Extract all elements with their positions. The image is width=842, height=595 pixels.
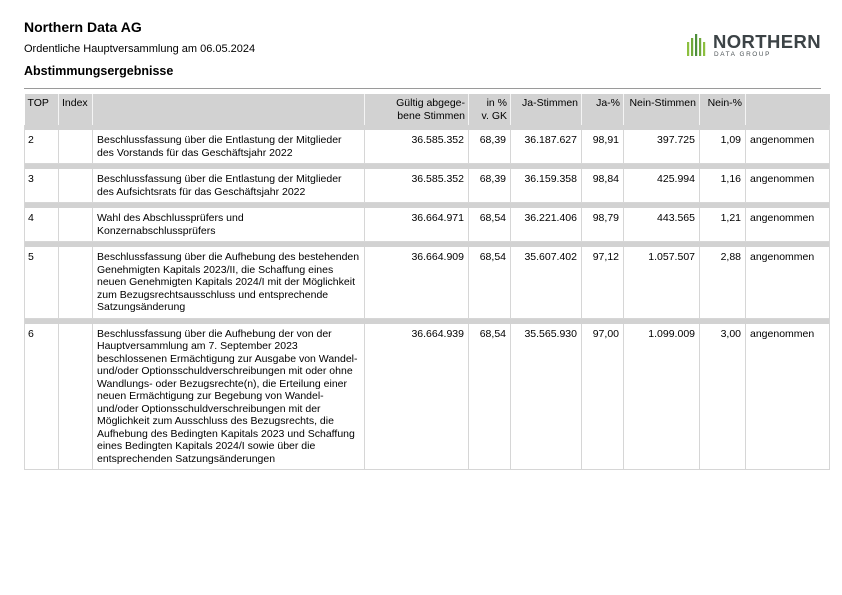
cell-index (59, 247, 93, 318)
cell-top: 5 (25, 247, 59, 318)
cell-pct-capital: 68,39 (469, 169, 511, 203)
cell-no-pct: 1,09 (700, 130, 746, 164)
cell-result: angenommen (746, 208, 830, 242)
voting-results-table (24, 94, 830, 470)
cell-valid-votes: 36.585.352 (365, 169, 469, 203)
company-name: Northern Data AG (24, 19, 142, 35)
cell-result: angenommen (746, 130, 830, 164)
meeting-subtitle: Ordentliche Hauptversammlung am 06.05.2024 (24, 43, 256, 55)
cell-yes-votes: 36.221.406 (511, 208, 582, 242)
cell-yes-votes: 35.607.402 (511, 247, 582, 318)
header-valid-votes: Gültig abgege- bene Stimmen (365, 94, 469, 125)
cell-subject: Beschlussfassung über die Aufhebung der von der Hauptversammlung am 7. September 2023 beschlossenen Ermächtigung zur Ausgabe von Wandel- und/oder Optionsschuldverschreibungen mit oder ohne Wandlungs- oder Bezugsrechte(n), die Erteilung einer neuen Ermächtigung zur Begebung von Wandel- und/oder Optionsschuldverschreibungen mit der Möglichkeit zum Ausschluss des Bezugsrechts, die Aufhebung des Bedingten Kapitals 2023 und Schaffung eines Bedingten Kapitals 2024/I sowie über die entsprechenden Satzungsänderungen (93, 324, 365, 470)
header-yes-pct: Ja-% (582, 94, 624, 125)
table-header-row (25, 94, 830, 125)
cell-yes-pct: 97,12 (582, 247, 624, 318)
logo-bars-icon (686, 32, 710, 58)
cell-valid-votes: 36.664.909 (365, 247, 469, 318)
logo-wordmark: NORTHERN (713, 31, 822, 52)
header-divider (24, 88, 821, 89)
cell-result: angenommen (746, 247, 830, 318)
header-no-pct: Nein-% (700, 94, 746, 125)
table-row (25, 169, 830, 203)
table-row (25, 324, 830, 470)
table-row (25, 208, 830, 242)
cell-pct-capital: 68,54 (469, 208, 511, 242)
header-top: TOP (25, 94, 59, 125)
cell-pct-capital: 68,54 (469, 247, 511, 318)
cell-yes-pct: 98,91 (582, 130, 624, 164)
cell-top: 3 (25, 169, 59, 203)
cell-yes-votes: 35.565.930 (511, 324, 582, 470)
table-row (25, 130, 830, 164)
header-pct-capital: in % v. GK (469, 94, 511, 125)
cell-yes-votes: 36.187.627 (511, 130, 582, 164)
cell-subject: Wahl des Abschlussprüfers und Konzernabschlussprüfers (93, 208, 365, 242)
cell-index (59, 324, 93, 470)
header-index: Index (59, 94, 93, 125)
cell-subject: Beschlussfassung über die Aufhebung des bestehenden Genehmigten Kapitals 2023/II, die Schaffung eines neuen Genehmigten Kapitals 2024/I mit der Möglichkeit zum Bezugsrechtsausschluss und entsprechende Satzungsänderung (93, 247, 365, 318)
cell-no-pct: 2,88 (700, 247, 746, 318)
cell-pct-capital: 68,39 (469, 130, 511, 164)
cell-no-pct: 3,00 (700, 324, 746, 470)
cell-valid-votes: 36.664.939 (365, 324, 469, 470)
cell-no-votes: 425.994 (624, 169, 700, 203)
cell-yes-votes: 36.159.358 (511, 169, 582, 203)
cell-subject: Beschlussfassung über die Entlastung der Mitglieder des Vorstands für das Geschäftsjahr 2022 (93, 130, 365, 164)
cell-result: angenommen (746, 324, 830, 470)
cell-valid-votes: 36.585.352 (365, 130, 469, 164)
table-row (25, 247, 830, 318)
cell-pct-capital: 68,54 (469, 324, 511, 470)
cell-subject: Beschlussfassung über die Entlastung der Mitglieder des Aufsichtsrats für das Geschäftsjahr 2022 (93, 169, 365, 203)
cell-no-votes: 1.057.507 (624, 247, 700, 318)
cell-index (59, 208, 93, 242)
cell-yes-pct: 98,79 (582, 208, 624, 242)
cell-no-votes: 443.565 (624, 208, 700, 242)
cell-yes-pct: 98,84 (582, 169, 624, 203)
cell-top: 2 (25, 130, 59, 164)
cell-index (59, 130, 93, 164)
header-subject (93, 94, 365, 125)
header-result (746, 94, 830, 125)
cell-no-votes: 1.099.009 (624, 324, 700, 470)
header-yes-votes: Ja-Stimmen (511, 94, 582, 125)
section-title: Abstimmungsergebnisse (24, 64, 174, 78)
cell-top: 6 (25, 324, 59, 470)
cell-result: angenommen (746, 169, 830, 203)
company-logo (686, 31, 826, 61)
cell-yes-pct: 97,00 (582, 324, 624, 470)
cell-valid-votes: 36.664.971 (365, 208, 469, 242)
logo-tagline: DATA GROUP (714, 51, 771, 58)
cell-no-pct: 1,16 (700, 169, 746, 203)
cell-no-pct: 1,21 (700, 208, 746, 242)
header-no-votes: Nein-Stimmen (624, 94, 700, 125)
cell-top: 4 (25, 208, 59, 242)
cell-index (59, 169, 93, 203)
cell-no-votes: 397.725 (624, 130, 700, 164)
